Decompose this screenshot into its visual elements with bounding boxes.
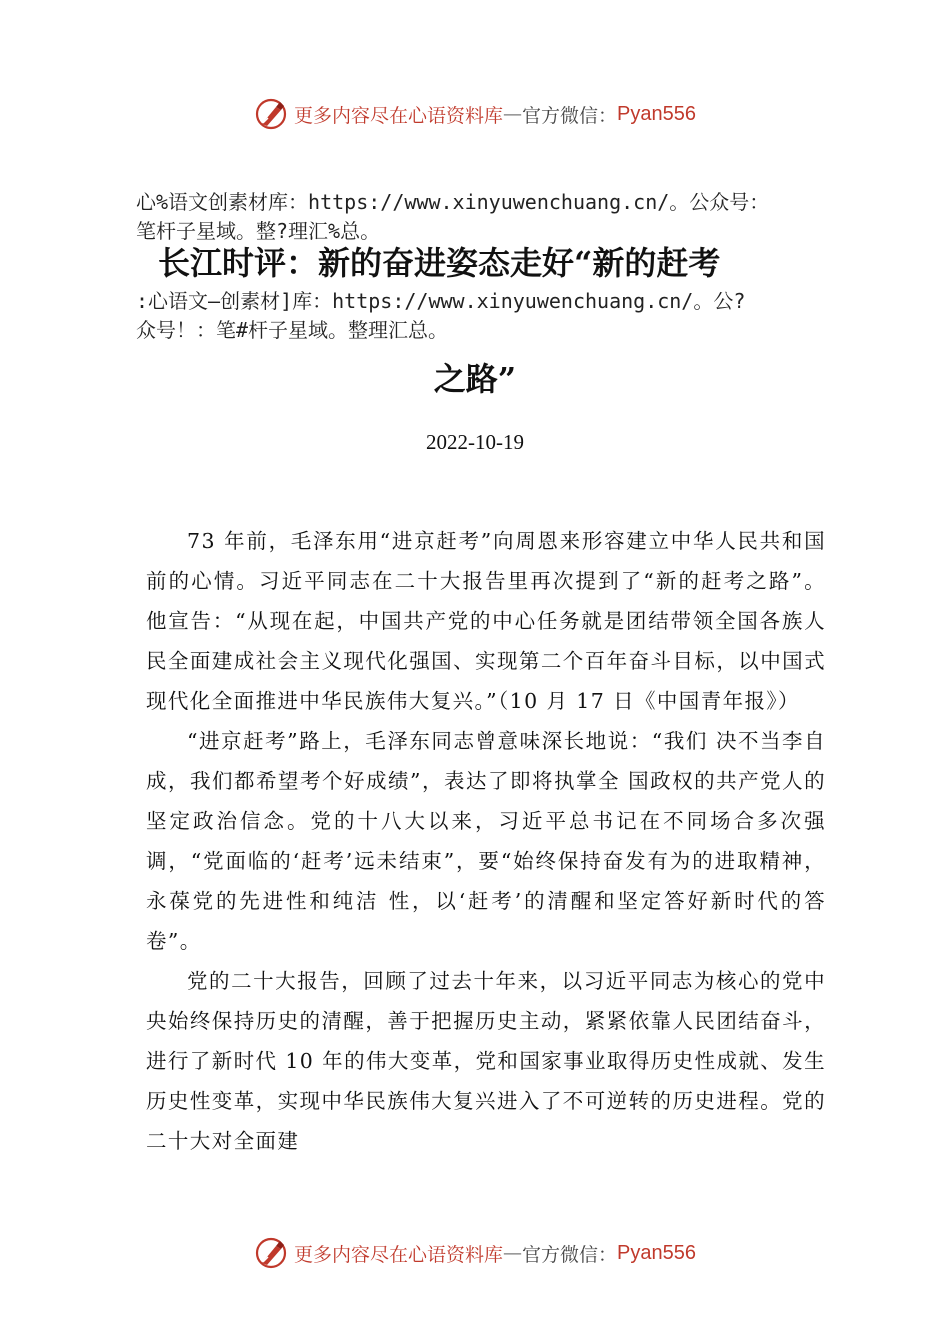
pen-nib-logo-icon [254, 1236, 288, 1270]
paragraph: “进京赶考”路上，毛泽东同志曾意味深长地说：“我们 决不当李自成，我们都希望考个好成绩”，表达了即将执掌全 国政权的共产党人的坚定政治信念。党的十八大以来，习近平总书记在不同场合多次强调，“党面临的‘赶考’远未结束”，要“始终保持奋发有为的进取精神，永葆党的先进性和纯洁 性，以‘赶考’的清醒和坚定答好新时代的答卷”。 [146, 729, 826, 953]
banner-wechat-id: Pyan556 [617, 102, 696, 125]
watermark-line: :心语文—创素材]库：https://www.xinyuwenchuang.cn/。公? [136, 289, 746, 313]
banner-separator: — [503, 103, 523, 125]
banner-wechat-label: 官方微信： [522, 1243, 618, 1266]
banner-wechat-label: 官方微信： [522, 104, 618, 127]
paragraph: 党的二十大报告，回顾了过去十年来，以习近平同志为核心的党中央始终保持历史的清醒，善于把握历史主动，紧紧依靠人民团结奋斗，进行了新时代 10 年的伟大变革，党和国家事业取得历史性成就、发生历史性变革，实现中华民族伟大复兴进入了不可逆转的历史进程。党的二十大对全面建 [146, 969, 826, 1153]
watermark-line: 心%语文创素材库：https://www.xinyuwenchuang.cn/。公众号： [136, 190, 770, 214]
article-body [146, 521, 826, 1161]
footer-banner [0, 1233, 950, 1273]
watermark-block-a [136, 188, 876, 246]
banner-text: 更多内容尽在心语资料库 [294, 104, 504, 127]
paragraph: 73 年前，毛泽东用“进京赶考”向周恩来形容建立中华人民共和国前的心情。习近平同志在二十大报告里再次提到了“新的赶考之路”。他宣告：“从现在起，中国共产党的中心任务就是团结带领全国各族人民全面建成社会主义现代化强国、实现第二个百年奋斗目标，以中国式现代化全面推进中华民族伟大复兴。”（10 月 17 日《中国青年报》） [146, 529, 826, 713]
banner-separator: — [503, 1242, 523, 1264]
article-title-line-2: 之路” [433, 360, 517, 398]
banner-text: 更多内容尽在心语资料库 [294, 1243, 504, 1266]
article-date: 2022-10-19 [426, 430, 524, 454]
banner-wechat-id: Pyan556 [617, 1241, 696, 1264]
watermark-block-b [136, 287, 876, 345]
header-banner [0, 94, 950, 134]
watermark-line: 笔杆子星域。整?理汇%总。 [136, 219, 381, 243]
pen-nib-logo-icon [254, 97, 288, 131]
article-title-line-1: 长江时评：新的奋进姿态走好“新的赶考 [158, 244, 721, 282]
watermark-line: 众号！：笔#杆子星域。整理汇总。 [136, 318, 449, 342]
